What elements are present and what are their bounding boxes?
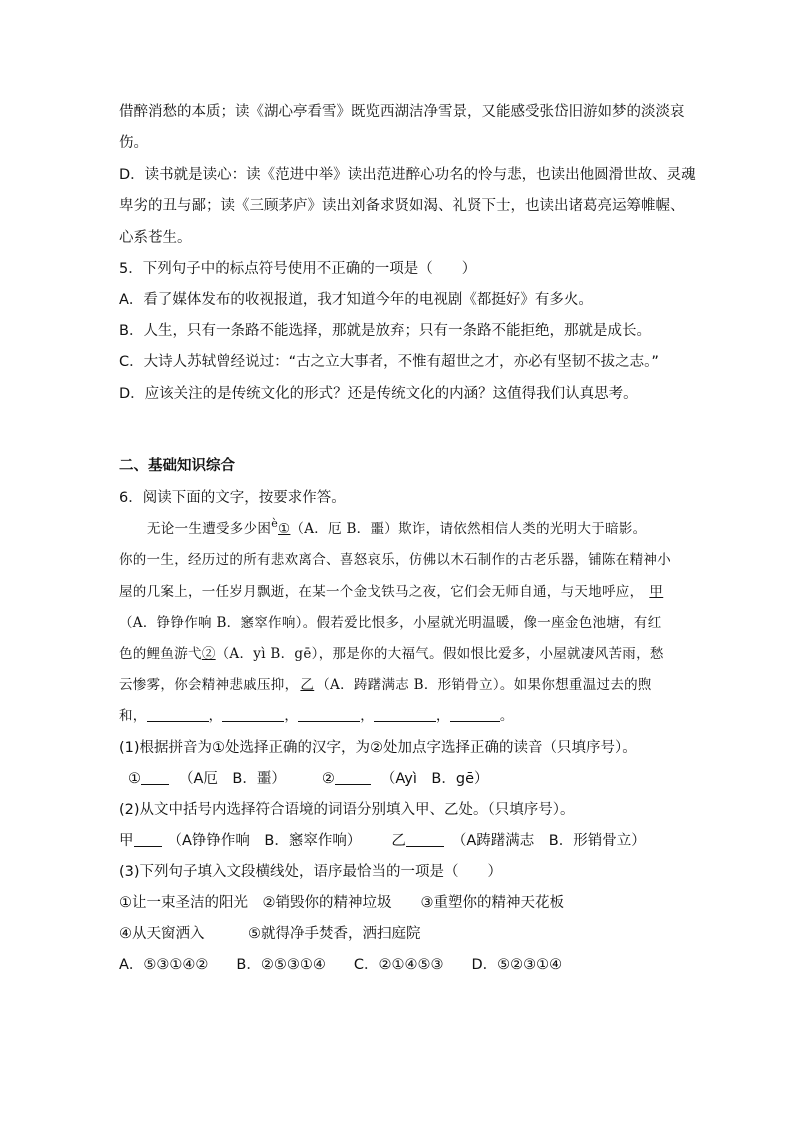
- passage-line: 你的一生，经历过的所有悲欢离合、喜怒哀乐，仿佛以木石制作的古老乐器，铺陈在精神小: [119, 552, 671, 568]
- option-a: A．⑤③①④②: [119, 957, 209, 973]
- q4-option-d: D．读书就是读心：读《范进中举》读出范进醉心功名的怜与悲，也读出他圆滑世故、灵魂: [119, 167, 696, 183]
- fill-blank[interactable]: [298, 707, 360, 722]
- q5-option-a: A．看了媒体发布的收视报道，我才知道今年的电视剧《都挺好》有多火。: [119, 292, 593, 308]
- fill-blank[interactable]: [222, 707, 284, 722]
- answer-blank[interactable]: [134, 832, 162, 847]
- fill-blank[interactable]: [450, 707, 500, 722]
- text-line: 卑劣的丑与鄙；读《三顾茅庐》读出刘备求贤如渴、礼贤下士，也读出诸葛亮运筹帷幄、: [119, 198, 685, 214]
- passage-line: 色的鲤鱼游弋②（A．yì B．gē），那是你的大福气。假如恨比爱多，小屋就凄风苦雨，愁: [119, 646, 664, 662]
- q6-sub3-items: ④从天窗洒入 ⑤就得净手焚香，洒扫庭院: [119, 926, 421, 942]
- text-line: 伤。: [119, 135, 148, 151]
- q6-sub3-items: ①让一束圣洁的阳光 ②销毁你的精神垃圾 ③重塑你的精神天花板: [119, 895, 564, 911]
- section-heading: 二、基础知识综合: [119, 458, 235, 474]
- q6-sub3-options: [119, 955, 562, 975]
- q6-sub1: (1)根据拼音为①处选择正确的汉字，为②处加点字选择正确的读音（只填序号）。: [119, 740, 637, 756]
- q5-option-b: B．人生，只有一条路不能选择，那就是放弃；只有一条路不能拒绝，那就是成长。: [119, 323, 651, 339]
- text-line: 心系苍生。: [119, 230, 192, 246]
- passage-line: 屋的几案上，一任岁月飘逝，在某一个金戈铁马之夜，它们会无师自通，与天地呼应， 甲: [119, 584, 664, 600]
- passage-line: 无论一生遭受多少困$^è$①（A．厄 B．噩）欺诈，请依然相信人类的光明大于暗影。: [147, 517, 647, 537]
- option-c: C．②①④⑤③: [353, 957, 444, 973]
- q5-stem: 5．下列句子中的标点符号使用不正确的一项是（ ）: [119, 261, 477, 277]
- q6-stem: 6．阅读下面的文字，按要求作答。: [119, 490, 346, 506]
- fill-blank[interactable]: [147, 707, 209, 722]
- q6-sub2: (2)从文中括号内选择符合语境的词语分别填入甲、乙处。（只填序号）。: [119, 802, 575, 818]
- answer-blank[interactable]: [141, 770, 169, 785]
- text-line: 借醉消愁的本质；读《湖心亭看雪》既览西湖洁净雪景，又能感受张岱旧游如梦的淡淡哀: [119, 104, 685, 120]
- option-b: B．②⑤③①④: [236, 957, 326, 973]
- answer-blank[interactable]: [406, 832, 444, 847]
- passage-line: 云惨雾，你会精神悲戚压抑， 乙 （A．踌躇满志 B．形销骨立）。如果你想重温过去的煦: [119, 677, 652, 693]
- q5-option-d: D．应该关注的是传统文化的形式？还是传统文化的内涵？这值得我们认真思考。: [119, 386, 638, 402]
- q6-sub1-answers: ① （A厄 B．噩） ② （Ayì B．gē）: [128, 771, 489, 787]
- q6-sub3: (3)下列句子填入文段横线处，语序最恰当的一项是（ ）: [119, 864, 503, 880]
- option-d: D．⑤②③①④: [471, 957, 563, 973]
- answer-blank[interactable]: [335, 770, 371, 785]
- passage-line: （A．铮铮作响 B．窸窣作响）。假若爱比恨多，小屋就光明温暖，像一座金色池塘，有红: [119, 615, 662, 631]
- q5-option-c: C．大诗人苏轼曾经说过：“古之立大事者，不惟有超世之才，亦必有坚韧不拔之志。”: [119, 354, 659, 370]
- q6-sub2-answers: 甲 （A铮铮作响 B．窸窣作响） 乙 （A踌躇满志 B．形销骨立）: [119, 833, 646, 849]
- fill-blank[interactable]: [374, 707, 436, 722]
- passage-line: 和， ， ， ， ， 。: [119, 708, 514, 724]
